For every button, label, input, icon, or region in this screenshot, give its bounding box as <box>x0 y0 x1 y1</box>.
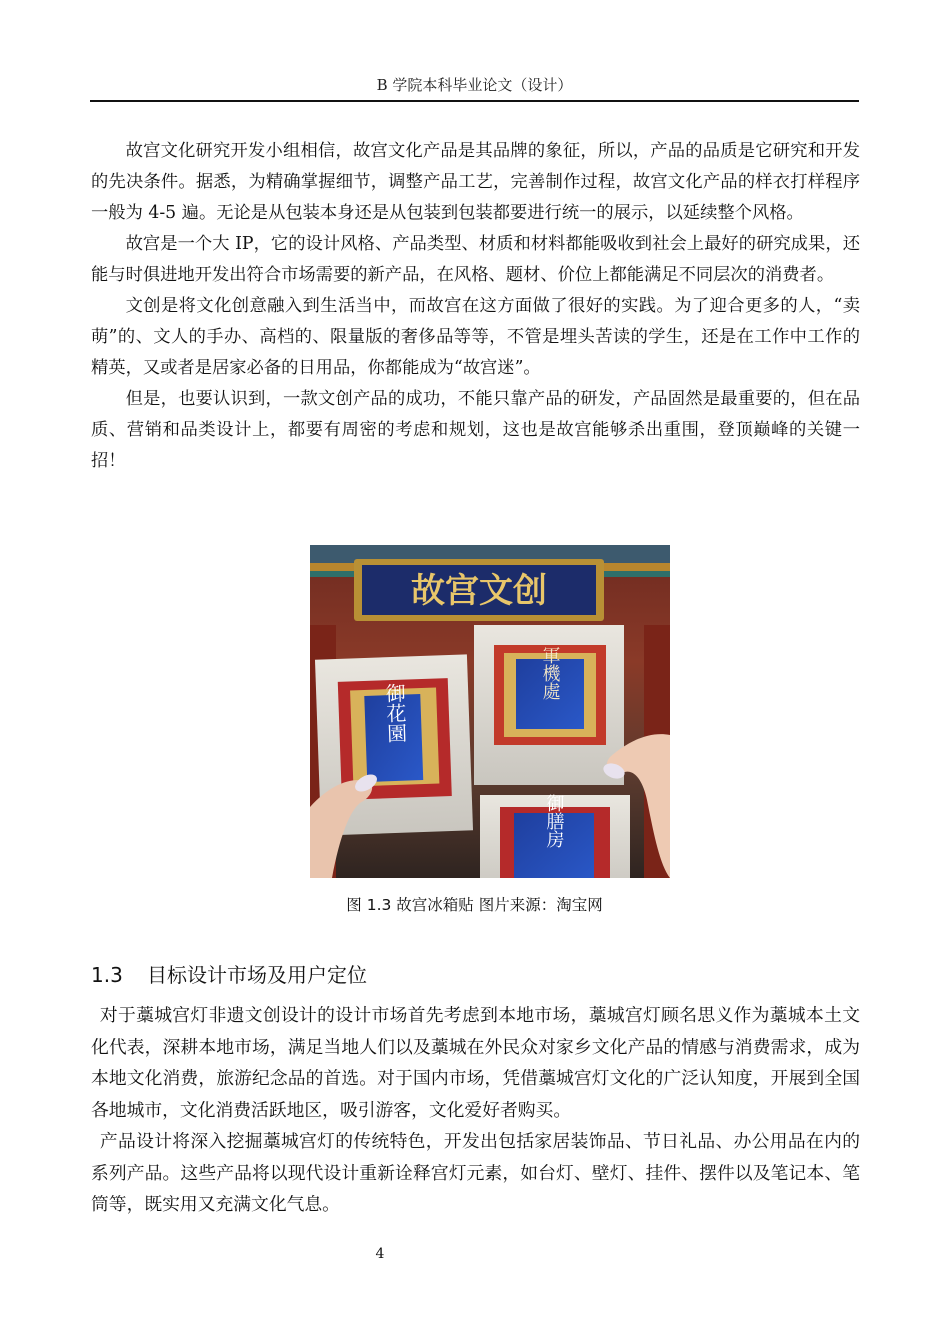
paragraph: 产品设计将深入挖掘藁城宫灯的传统特色，开发出包括家居装饰品、节日礼品、办公用品在内的系列产品。这些产品将以现代设计重新诠释宫灯元素，如台灯、壁灯、挂件、摆件以及笔记本、笔筒等，既实用又充满文化气息。 <box>91 1131 860 1215</box>
header-rule <box>90 100 859 102</box>
magnet-label-right: 軍機處 <box>539 646 561 700</box>
paragraph: 对于藁城宫灯非遗文创设计的设计市场首先考虑到本地市场，藁城宫灯顾名思义作为藁城本土文化代表，深耕本地市场，满足当地人们以及藁城在外民众对家乡文化产品的情感与消费需求，成为本地文化消费，旅游纪念品的首选。对于国内市场，凭借藁城宫灯文化的广泛认知度，开展到全国各地城市，文化消费活跃地区，吸引游客，文化爱好者购买。 <box>91 1005 860 1121</box>
paragraph: 故宫文化研究开发小组相信，故宫文化产品是其品牌的象征，所以，产品的品质是它研究和开发的先决条件。据悉，为精确掌握细节，调整产品工艺，完善制作过程，故宫文化产品的样衣打样程序一般为 4-5 遍。无论是从包装本身还是从包装到包装都要进行统一的展示，以延续整个风格。 <box>91 141 860 223</box>
page-number: 4 <box>375 1246 385 1262</box>
body-text-bottom <box>91 1000 860 1221</box>
paragraph: 但是，也要认识到，一款文创产品的成功，不能只靠产品的研发，产品固然是最重要的，但在品质、营销和品类设计上，都要有周密的考虑和规划，这也是故宫能够杀出重围，登顶巅峰的关键一招！ <box>91 389 860 471</box>
paragraph: 文创是将文化创意融入到生活当中，而故宫在这方面做了很好的实践。为了迎合更多的人，“卖萌”的、文人的手办、高档的、限量版的奢侈品等等，不管是埋头苦读的学生，还是在工作中工作的精英，又或者是居家必备的日用品，你都能成为“故宫迷”。 <box>91 296 860 378</box>
figure-photo <box>310 545 670 878</box>
section-heading <box>91 960 367 990</box>
sign-text: 故宫文创 <box>411 571 547 611</box>
running-header: B 学院本科毕业论文（设计） <box>376 76 573 94</box>
paragraph: 故宫是一个大 IP，它的设计风格、产品类型、材质和材料都能吸收到社会上最好的研究成果，还能与时俱进地开发出符合市场需要的新产品，在风格、题材、价位上都能满足不同层次的消费者。 <box>91 234 860 285</box>
magnet-label-left: 御花園 <box>381 682 408 744</box>
magnet-label-bottom: 御膳房 <box>543 794 565 848</box>
body-text-top <box>91 136 860 477</box>
figure-caption: 图 1.3 故宫冰箱贴 图片来源：淘宝网 <box>346 896 603 914</box>
section-title: 目标设计市场及用户定位 <box>147 963 367 987</box>
section-number: 1.3 <box>91 963 123 987</box>
